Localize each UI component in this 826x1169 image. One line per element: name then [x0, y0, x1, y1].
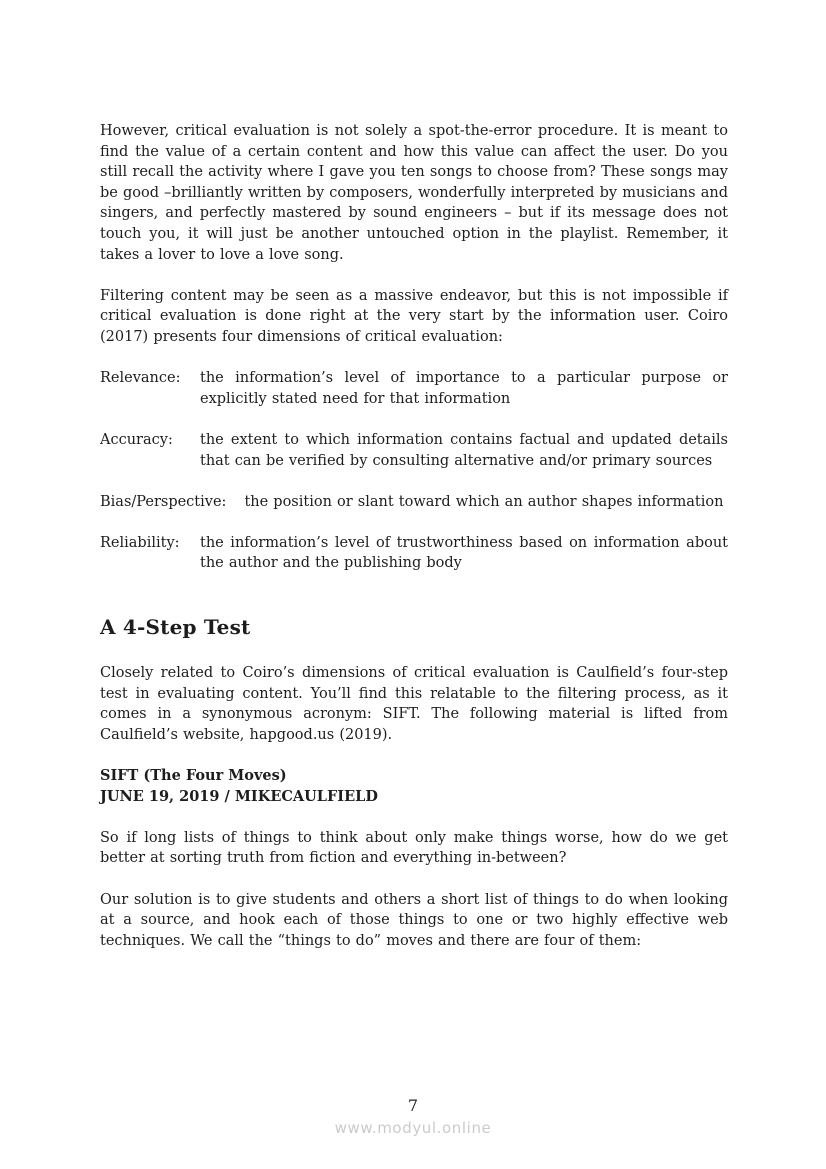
- definition-term: Accuracy:: [100, 431, 173, 448]
- sift-article-header: [100, 766, 728, 807]
- watermark-url: www.modyul.online: [334, 1119, 492, 1137]
- paragraph-critical-evaluation: However, critical evaluation is not solely a spot-the-error procedure. It is meant to find the value of a certain content and how this value can affect the user. Do you still recall the activity where I gave you ten songs to choose from? These songs may be good –brilliantly written by composers, wonderfully interpreted by musicians and singers, and perfectly mastered by sound engineers – but if its message does not touch you, it will just be another untouched option in the playlist. Remember, it takes a lover to love a love song.: [100, 123, 728, 263]
- sift-article-title: SIFT (The Four Moves): [100, 767, 287, 785]
- definition-term: Reliability:: [100, 534, 180, 551]
- paragraph-filtering-content: Filtering content may be seen as a massive endeavor, but this is not impossible if critical evaluation is done right at the very start by the information user. Coiro (2017) presents four dimensions of critical evaluation:: [100, 287, 728, 345]
- definition-term: Relevance:: [100, 370, 181, 387]
- paragraph-closely-related: Closely related to Coiro’s dimensions of critical evaluation is Caulfield’s four-step test in evaluating content. You’ll find this relatable to the filtering process, as it comes in a synonymous acronym: SIFT. The following material is lifted from Caulfield’s website, hapgood.us (2019).: [100, 665, 728, 743]
- definition-row-relevance: [100, 368, 728, 409]
- definition-text: the extent to which information contains factual and updated details that can be verified by consulting alternative and/or primary sources: [200, 431, 728, 469]
- definition-row-reliability: [100, 533, 728, 574]
- definition-text: the information’s level of trustworthiness based on information about the author and the publishing body: [200, 534, 728, 572]
- paragraph-our-solution: Our solution is to give students and others a short list of things to do when looking at a source, and hook each of those things to one or two highly effective web techniques. We call the “things to do” moves and there are four of them:: [100, 891, 728, 949]
- sift-article-byline: JUNE 19, 2019 / MIKECAULFIELD: [100, 787, 378, 805]
- section-heading-4-step-test: A 4-Step Test: [100, 615, 251, 640]
- definition-term: Bias/Perspective:: [100, 493, 227, 510]
- page-number: 7: [407, 1096, 419, 1115]
- paragraph-long-lists: So if long lists of things to think about only make things worse, how do we get better at sorting truth from fiction and everything in-between?: [100, 829, 728, 867]
- document-page-body: [100, 121, 728, 972]
- definition-row-bias-perspective: [100, 492, 728, 513]
- definition-text: the position or slant toward which an author shapes information: [244, 493, 724, 510]
- definition-text: the information’s level of importance to a particular purpose or explicitly stated need for that information: [200, 370, 728, 407]
- definition-row-accuracy: [100, 430, 728, 471]
